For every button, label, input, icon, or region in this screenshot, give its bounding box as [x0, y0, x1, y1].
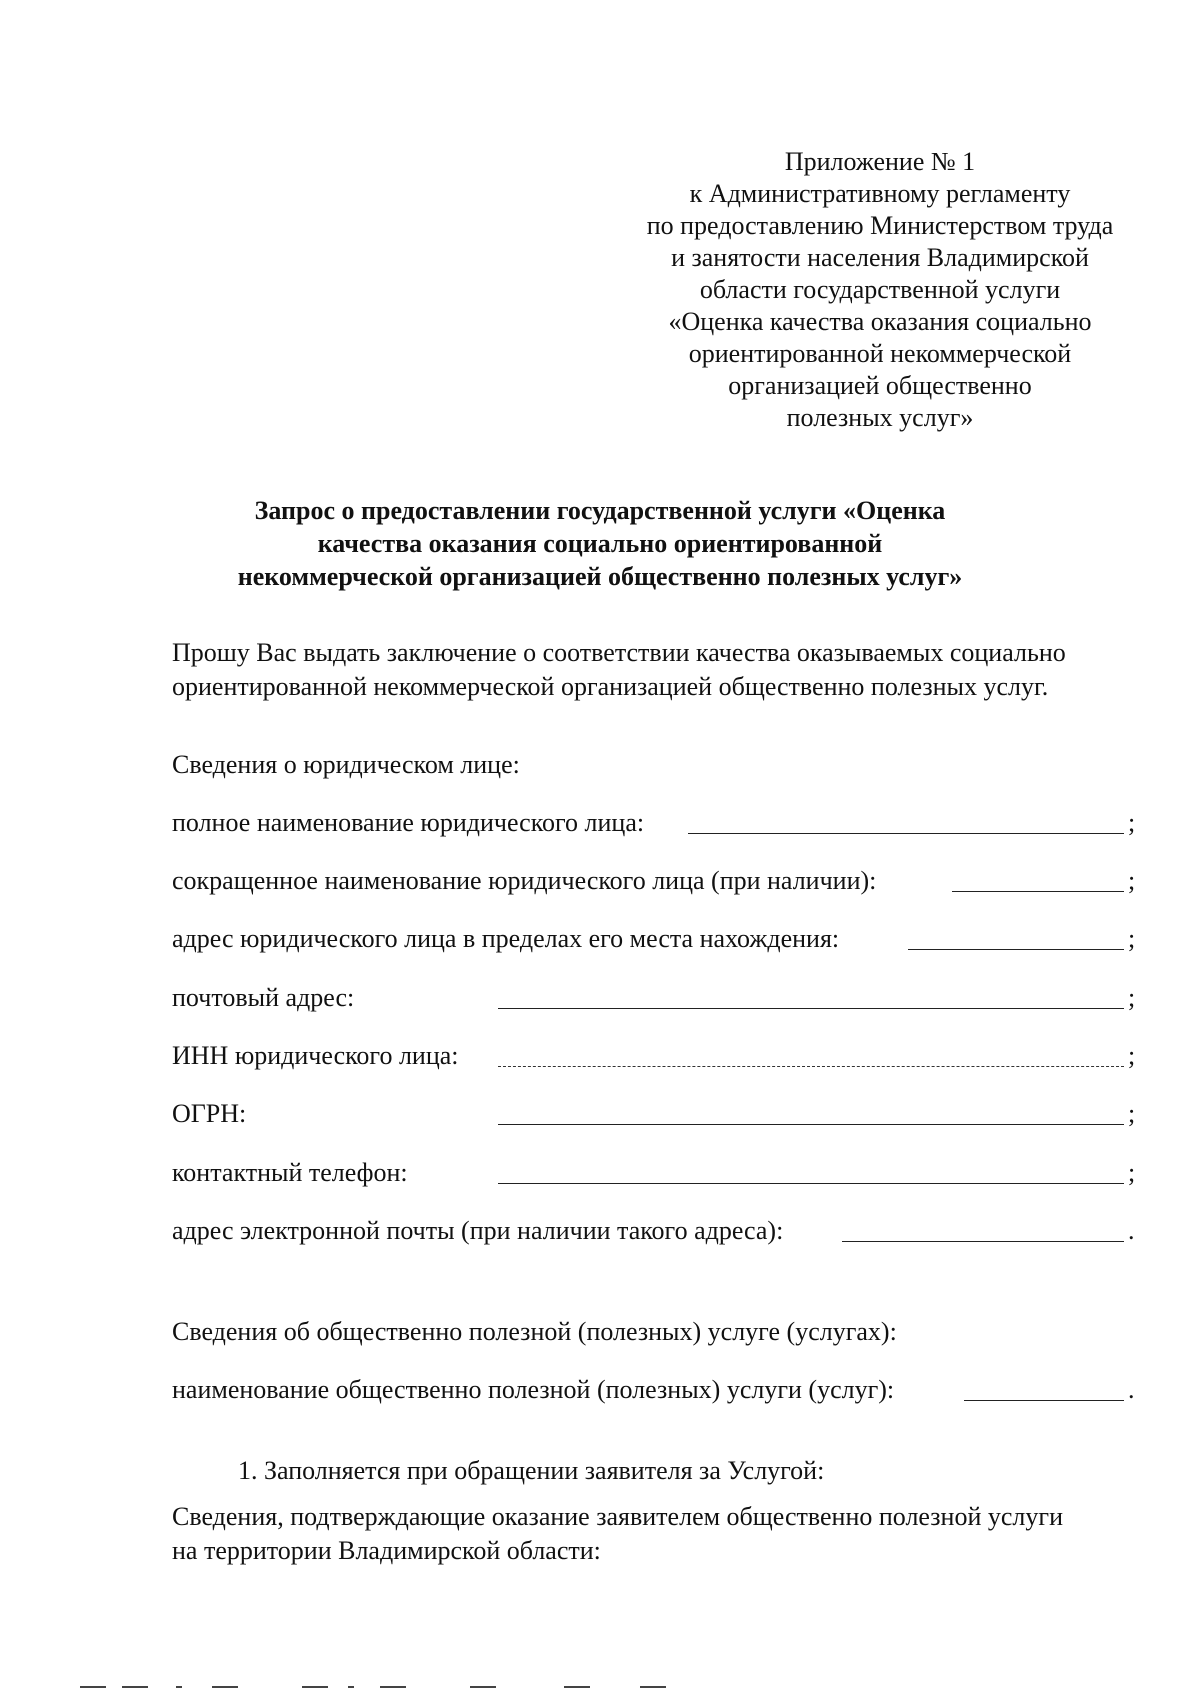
field-postal-address [172, 981, 1172, 1015]
field-short-name [172, 864, 1172, 898]
field-end-mark: ; [1128, 866, 1136, 895]
field-label: полное наименование юридического лица: [172, 808, 645, 837]
field-full-name [172, 806, 1172, 840]
field-end-mark: ; [1128, 808, 1136, 837]
field-end-mark: ; [1128, 1099, 1136, 1128]
phone-input-line[interactable] [498, 1183, 1124, 1184]
services-heading [172, 1315, 1172, 1349]
appendix-header [590, 146, 1170, 434]
appendix-line: «Оценка качества оказания социально [668, 307, 1092, 336]
appendix-line: ориентированной некоммерческой [688, 339, 1072, 368]
field-label: адрес электронной почты (при наличии такого адреса): [172, 1216, 784, 1245]
section-1-line: Сведения, подтверждающие оказание заявителем общественно полезной услуги [172, 1502, 1063, 1531]
ogrn-input-line[interactable] [498, 1124, 1124, 1125]
scan-mark [640, 1686, 666, 1688]
title-line: Запрос о предоставлении государственной услуги «Оценка [254, 496, 946, 525]
postal-address-input-line[interactable] [498, 1008, 1124, 1009]
field-inn [172, 1039, 1172, 1073]
section-1-paragraph [172, 1500, 1172, 1568]
title-line: некоммерческой организацией общественно полезных услуг» [237, 562, 963, 591]
inn-input-line[interactable] [498, 1066, 1124, 1067]
scan-mark [348, 1686, 354, 1688]
section-1-line: на территории Владимирской области: [172, 1536, 601, 1565]
email-input-line[interactable] [842, 1241, 1124, 1242]
field-end-mark: ; [1128, 1041, 1136, 1070]
request-line: Прошу Вас выдать заключение о соответствии качества оказываемых социально [172, 638, 1066, 667]
scan-mark [470, 1686, 496, 1688]
scan-mark [176, 1686, 182, 1688]
field-phone [172, 1156, 1172, 1190]
scan-mark [212, 1686, 238, 1688]
section-1-item: 1. Заполняется при обращении заявителя за Услугой: [238, 1456, 825, 1485]
full-name-input-line[interactable] [688, 833, 1124, 834]
field-end-mark: ; [1128, 1158, 1136, 1187]
scan-mark [380, 1686, 406, 1688]
short-name-input-line[interactable] [952, 891, 1124, 892]
field-end-mark: ; [1128, 983, 1136, 1012]
legal-address-input-line[interactable] [908, 949, 1124, 950]
field-label: адрес юридического лица в пределах его места нахождения: [172, 924, 840, 953]
appendix-line: по предоставлению Министерством труда [646, 211, 1114, 240]
field-ogrn [172, 1097, 1172, 1131]
field-email [172, 1214, 1172, 1248]
appendix-line: к Административному регламенту [689, 179, 1071, 208]
request-line: ориентированной некоммерческой организацией общественно полезных услуг. [172, 672, 1049, 701]
field-end-mark: . [1128, 1375, 1135, 1404]
document-title [150, 494, 1050, 593]
scan-mark [564, 1686, 590, 1688]
field-label: наименование общественно полезной (полезных) услуги (услуг): [172, 1375, 895, 1404]
legal-entity-heading-text: Сведения о юридическом лице: [172, 750, 520, 779]
field-label: сокращенное наименование юридического лица (при наличии): [172, 866, 877, 895]
request-paragraph [172, 636, 1172, 704]
field-end-mark: . [1128, 1216, 1135, 1245]
appendix-line: Приложение № 1 [784, 147, 976, 176]
appendix-line: области государственной услуги [699, 275, 1061, 304]
field-label: ОГРН: [172, 1099, 247, 1128]
page-bottom-scan-marks [80, 1686, 720, 1690]
scan-mark [122, 1686, 148, 1688]
field-label: ИНН юридического лица: [172, 1041, 459, 1070]
field-label: почтовый адрес: [172, 983, 355, 1012]
title-line: качества оказания социально ориентированной [317, 529, 883, 558]
appendix-line: полезных услуг» [786, 403, 974, 432]
field-label: контактный телефон: [172, 1158, 408, 1187]
field-legal-address [172, 922, 1172, 956]
scan-mark [80, 1686, 106, 1688]
appendix-line: организацией общественно [728, 371, 1032, 400]
services-heading-text: Сведения об общественно полезной (полезных) услуге (услугах): [172, 1317, 897, 1346]
field-service-name [172, 1373, 1172, 1407]
scan-mark [302, 1686, 328, 1688]
field-end-mark: ; [1128, 924, 1136, 953]
legal-entity-heading [172, 748, 1172, 782]
service-name-input-line[interactable] [964, 1400, 1124, 1401]
appendix-line: и занятости населения Владимирской [671, 243, 1089, 272]
